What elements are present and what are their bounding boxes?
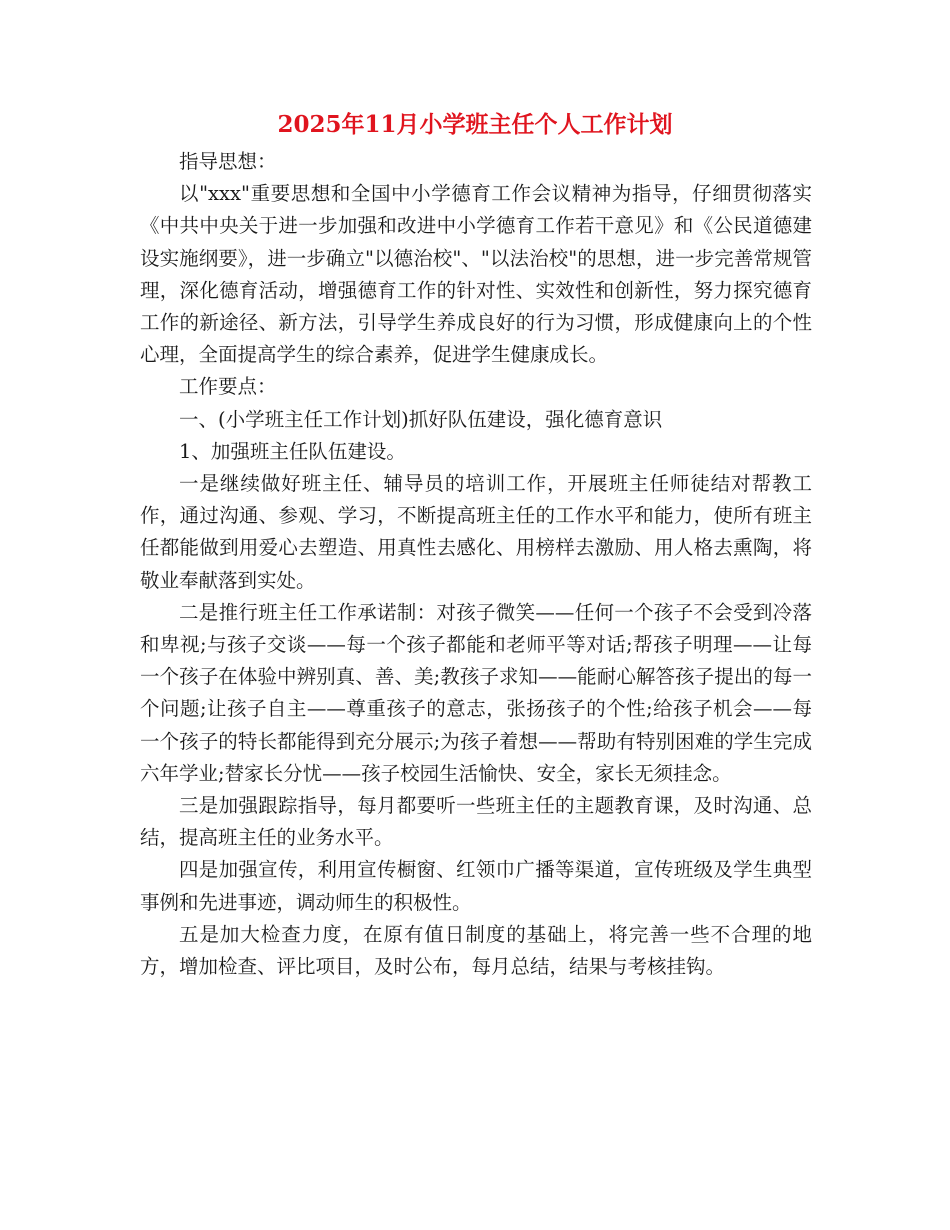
paragraph-guiding-ideology: 以"xxx"重要思想和全国中小学德育工作会议精神为指导，仔细贯彻落实《中共中央关于进一步加强和改进中小学德育工作若干意见》和《公民道德建设实施纲要》，进一步确立"以德治校"、"以法治校"的思想，进一步完善常规管理，深化德育活动，增强德育工作的针对性、实效性和创新性，努力探究德育工作的新途径、新方法，引导学生养成良好的行为习惯，形成健康向上的个性心理，全面提高学生的综合素养，促进学生健康成长。 [140,182,812,367]
paragraph-point-three: 三是加强跟踪指导，每月都要听一些班主任的主题教育课，及时沟通、总结，提高班主任的业务水平。 [140,794,812,850]
paragraph-point-four: 四是加强宣传，利用宣传橱窗、红领巾广播等渠道，宣传班级及学生典型事例和先进事迹，调动师生的积极性。 [140,858,812,914]
paragraph-point-five: 五是加大检查力度，在原有值日制度的基础上，将完善一些不合理的地方，增加检查、评比项目，及时公布，每月总结，结果与考核挂钩。 [140,922,812,979]
paragraph-section-one-heading: 一、(小学班主任工作计划)抓好队伍建设，强化德育意识 [179,407,663,431]
paragraph-point-one: 一是继续做好班主任、辅导员的培训工作，开展班主任师徒结对帮教工作，通过沟通、参观、学习，不断提高班主任的工作水平和能力，使所有班主任都能做到用爱心去塑造、用真性去感化、用榜样去激励、用人格去熏陶，将敬业奉献落到实处。 [140,472,812,592]
paragraph-guiding-ideology-heading: 指导思想： [179,150,277,173]
paragraph-item-one-heading: 1、加强班主任队伍建设。 [179,439,406,463]
document-body [140,146,812,983]
paragraph-point-two: 二是推行班主任工作承诺制：对孩子微笑——任何一个孩子不会受到冷落和卑视;与孩子交谈——每一个孩子都能和老师平等对话;帮孩子明理——让每一个孩子在体验中辨别真、善、美;教孩子求知——能耐心解答孩子提出的每一个问题;让孩子自主——尊重孩子的意志，张扬孩子的个性;给孩子机会——每一个孩子的特长都能得到充分展示;为孩子着想——帮助有特别困难的学生完成六年学业;替家长分忧——孩子校园生活愉快、安全，家长无须挂念。 [140,600,812,785]
document-title: 2025年11月小学班主任个人工作计划 [277,111,673,138]
paragraph-work-points-heading: 工作要点： [179,375,277,399]
